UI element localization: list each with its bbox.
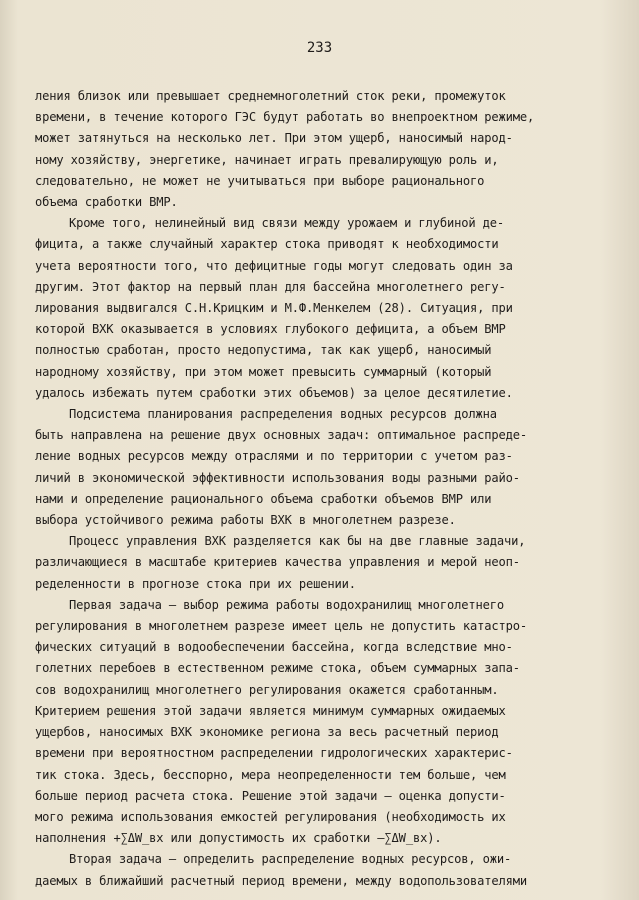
- text-line: нами и определение рационального объема сработки объемов ВМР или: [35, 491, 492, 506]
- text-line: следовательно, не может не учитываться при выборе рационального: [35, 173, 485, 188]
- text-line: которой ВХК оказывается в условиях глубокого дефицита, а объем ВМР: [35, 322, 506, 337]
- text-line: больше период расчета стока. Решение этой задачи – оценка допусти-: [35, 788, 506, 803]
- body-text: [35, 86, 615, 892]
- text-line: регулирования в многолетнем разрезе имеет цель не допустить катастро-: [35, 619, 528, 634]
- text-line: мого режима использования емкостей регулирования (необходимость их: [35, 809, 506, 824]
- text-line: выбора устойчивого режима работы ВХК в многолетнем разрезе.: [35, 513, 456, 528]
- text-line: удалось избежать путем сработки этих объемов) за целое десятилетие.: [35, 385, 513, 400]
- text-line: ному хозяйству, энергетике, начинает играть превалирующую роль и,: [35, 152, 499, 167]
- text-line: наполнения +∑ΔW_вх или допустимость их сработки –∑ΔW_вх).: [35, 831, 442, 846]
- text-line: ущербов, наносимых ВХК экономике региона за весь расчетный период: [35, 725, 499, 740]
- text-line: ление водных ресурсов между отраслями и по территории с учетом раз-: [35, 449, 513, 464]
- text-line: Процесс управления ВХК разделяется как бы на две главные задачи,: [69, 534, 526, 549]
- text-line: лирования выдвигался С.Н.Крицким и М.Ф.Менкелем (28). Ситуация, при: [35, 301, 513, 316]
- text-line: даемых в ближайший расчетный период времени, между водопользователями: [35, 873, 528, 888]
- text-line: учета вероятности того, что дефицитные годы могут следовать один за: [35, 258, 513, 273]
- text-line: времени, в течение которого ГЭС будут работать во внепроектном режиме,: [35, 110, 535, 125]
- page-number: 233: [306, 40, 333, 56]
- text-line: Критерием решения этой задачи является минимум суммарных ожидаемых: [35, 703, 506, 718]
- text-line: полностью сработан, просто недопустима, так как ущерб, наносимый: [35, 343, 492, 358]
- text-line: сов водохранилищ многолетнего регулирования окажется сработанным.: [35, 682, 499, 697]
- text-line: времени при вероятностном распределении гидрологических характерис-: [35, 746, 513, 761]
- text-line: объема сработки ВМР.: [35, 195, 178, 210]
- text-line: фицита, а также случайный характер стока приводят к необходимости: [35, 237, 499, 252]
- text-line: Подсистема планирования распределения водных ресурсов должна: [69, 407, 497, 422]
- text-line: ления близок или превышает среднемноголетний сток реки, промежуток: [35, 89, 506, 103]
- text-line: быть направлена на решение двух основных задач: оптимальное распреде-: [35, 428, 528, 443]
- text-line: Кроме того, нелинейный вид связи между урожаем и глубиной де-: [69, 216, 504, 231]
- text-line: личий в экономической эффективности использования воды разными райо-: [35, 470, 520, 485]
- text-line: фических ситуаций в водообеспечении бассейна, когда вследствие мно-: [35, 640, 513, 655]
- text-line: ределенности в прогнозе стока при их решении.: [35, 576, 356, 591]
- text-line: народному хозяйству, при этом может превысить суммарный (который: [35, 364, 492, 379]
- text-line: различающиеся в масштабе критериев качества управления и мерой неоп-: [35, 555, 520, 570]
- text-line: может затянуться на несколько лет. При этом ущерб, наносимый народ-: [35, 131, 513, 146]
- text-line: другим. Этот фактор на первый план для бассейна многолетнего регу-: [35, 279, 506, 294]
- text-line: тик стока. Здесь, бесспорно, мера неопределенности тем больше, чем: [35, 767, 506, 782]
- text-line: Вторая задача – определить распределение водных ресурсов, ожи-: [69, 852, 512, 867]
- text-line: голетних перебоев в естественном режиме стока, объем суммарных запа-: [35, 661, 520, 676]
- text-line: Первая задача – выбор режима работы водохранилищ многолетнего: [69, 597, 504, 612]
